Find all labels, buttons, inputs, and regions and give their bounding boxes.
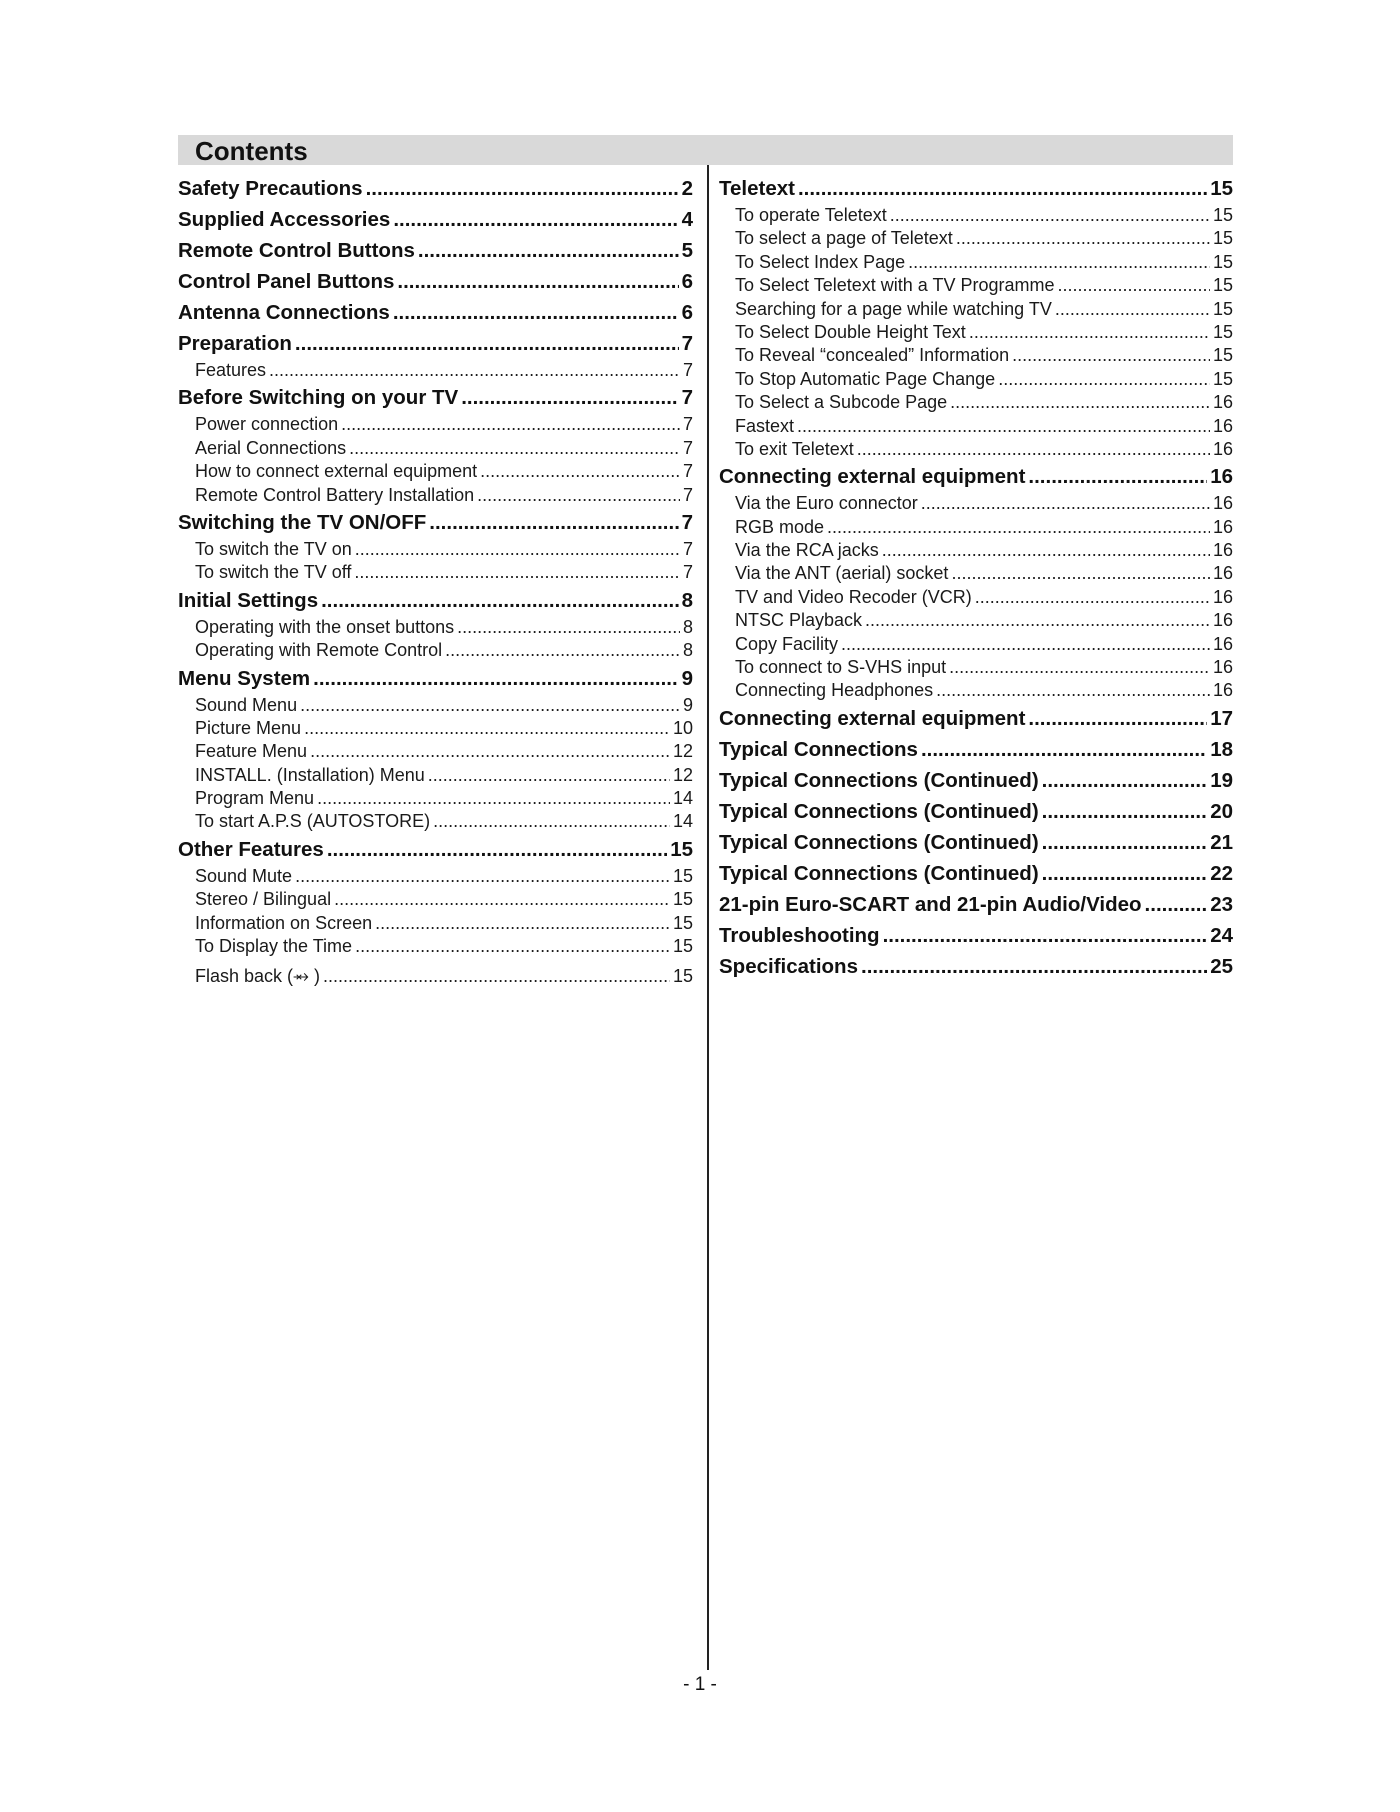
toc-page-number: 15	[1212, 321, 1233, 342]
toc-page-number: 16	[1212, 563, 1233, 584]
toc-entry-title: To connect to S-VHS input	[735, 657, 947, 678]
toc-subsection-flash-back	[178, 965, 693, 988]
dot-leader	[1055, 298, 1210, 321]
toc-section-other-features	[178, 834, 693, 865]
toc-entry-title: Initial Settings	[178, 588, 319, 612]
dot-leader	[366, 173, 679, 204]
toc-subsection-to-operate-teletext	[719, 204, 1233, 227]
toc-subsection-remote-control-battery-installation	[178, 484, 693, 507]
toc-right-column	[719, 173, 1233, 982]
toc-entry-title: To Stop Automatic Page Change	[735, 368, 996, 389]
toc-page-number: 15	[1212, 345, 1233, 366]
dot-leader	[908, 251, 1210, 274]
toc-section-initial-settings	[178, 585, 693, 616]
dot-leader	[433, 810, 670, 833]
flashback-icon: ⥇	[293, 965, 310, 988]
toc-entry-title: Copy Facility	[735, 633, 839, 654]
toc-entry-title: Remote Control Battery Installation	[195, 484, 475, 505]
dot-leader	[321, 585, 678, 616]
toc-entry-title: To Select Teletext with a TV Programme	[735, 275, 1055, 296]
dot-leader	[317, 787, 670, 810]
toc-subsection-to-start-a-p-s-autostore	[178, 810, 693, 833]
toc-subsection-to-connect-to-s-vhs-input	[719, 656, 1233, 679]
dot-leader	[477, 484, 680, 507]
toc-page-number: 10	[672, 717, 693, 738]
contents-header-bar	[178, 135, 1233, 165]
dot-leader	[341, 413, 680, 436]
toc-section-menu-system	[178, 663, 693, 694]
toc-page-number: 2	[681, 177, 693, 200]
toc-entry-title: Preparation	[178, 332, 292, 355]
toc-page-number: 7	[682, 461, 693, 482]
toc-page-number: 15	[1212, 228, 1233, 249]
toc-page-number: 16	[1212, 633, 1233, 654]
dot-leader	[798, 173, 1207, 204]
toc-entry-title: TV and Video Recoder (VCR)	[735, 586, 972, 607]
toc-subsection-via-the-rca-jacks	[719, 539, 1233, 562]
toc-page-number: 12	[672, 764, 693, 785]
dot-leader	[480, 460, 680, 483]
toc-subsection-searching-for-a-page-while-watching-tv	[719, 298, 1233, 321]
toc-entry-title: Antenna Connections	[178, 301, 390, 324]
toc-entry-title: Feature Menu	[195, 741, 308, 762]
dot-leader	[313, 663, 678, 694]
toc-subsection-to-select-double-height-text	[719, 321, 1233, 344]
dot-leader	[827, 516, 1210, 539]
toc-entry-title: To switch the TV on	[195, 538, 352, 559]
toc-page-number: 9	[681, 666, 693, 690]
toc-entry-title: Via the RCA jacks	[735, 540, 879, 561]
toc-entry-title: To select a page of Teletext	[735, 228, 953, 249]
toc-entry-title: Connecting external equipment	[719, 465, 1026, 489]
toc-entry-title: Typical Connections (Continued)	[719, 830, 1039, 854]
toc-subsection-sound-menu	[178, 694, 693, 717]
toc-left-column	[178, 173, 693, 989]
dot-leader	[1145, 889, 1208, 920]
toc-subsection-features	[178, 359, 693, 382]
toc-entry-title: To exit Teletext	[735, 438, 854, 459]
dot-leader	[890, 204, 1210, 227]
toc-entry-title: Operating with Remote Control	[195, 640, 443, 661]
dot-leader	[355, 538, 680, 561]
toc-page-number: 16	[1212, 516, 1233, 537]
toc-page-number: 16	[1212, 493, 1233, 514]
toc-subsection-copy-facility	[719, 633, 1233, 656]
toc-page-number: 15	[672, 889, 693, 910]
toc-page-number: 16	[1212, 586, 1233, 607]
dot-leader	[921, 734, 1207, 765]
toc-page-number: 15	[672, 966, 693, 987]
toc-page-number: 15	[1212, 205, 1233, 225]
toc-section-typical-connections-continued	[719, 858, 1233, 889]
toc-subsection-tv-and-video-recoder-vcr	[719, 586, 1233, 609]
toc-page-number: 16	[1212, 438, 1233, 459]
toc-subsection-to-select-teletext-with-a-tv-programme	[719, 274, 1233, 297]
toc-entry-title: Sound Mute	[195, 865, 293, 886]
dot-leader	[393, 297, 679, 328]
toc-subsection-to-reveal-concealed-information	[719, 344, 1233, 367]
toc-page-number: 18	[1210, 737, 1233, 761]
toc-subsection-to-stop-automatic-page-change	[719, 368, 1233, 391]
toc-entry-title: Specifications	[719, 954, 858, 978]
dot-leader	[300, 694, 680, 717]
dot-leader	[355, 935, 670, 958]
dot-leader	[1028, 703, 1207, 734]
toc-section-troubleshooting	[719, 920, 1233, 951]
toc-page-number: 21	[1210, 830, 1233, 854]
toc-page-number: 19	[1210, 768, 1233, 792]
toc-section-preparation	[178, 328, 693, 359]
dot-leader	[295, 328, 679, 359]
toc-page-number: 16	[1212, 610, 1233, 631]
dot-leader	[1012, 344, 1210, 367]
toc-entry-title: Picture Menu	[195, 717, 302, 738]
dot-leader	[969, 321, 1210, 344]
dot-leader	[429, 507, 678, 538]
toc-entry-title: Remote Control Buttons	[178, 239, 415, 262]
toc-page-number: 5	[681, 239, 693, 262]
toc-section-before-switching-on-your-tv	[178, 382, 693, 413]
toc-page-number: 8	[681, 588, 693, 612]
toc-page-number: 8	[682, 616, 693, 637]
toc-page-number: 7	[682, 360, 693, 380]
toc-entry-title: Menu System	[178, 666, 311, 690]
dot-leader	[949, 656, 1210, 679]
toc-entry-title	[195, 965, 320, 988]
dot-leader	[428, 764, 670, 787]
dot-leader	[975, 586, 1210, 609]
toc-entry-title: Safety Precautions	[178, 177, 363, 200]
dot-leader	[269, 359, 680, 382]
dot-leader	[950, 391, 1210, 414]
toc-page-number: 15	[1212, 368, 1233, 389]
dot-leader	[1042, 827, 1208, 858]
dot-leader	[921, 492, 1210, 515]
toc-entry-title: Troubleshooting	[719, 923, 880, 947]
toc-section-typical-connections-continued	[719, 765, 1233, 796]
toc-entry-title: Sound Menu	[195, 694, 298, 715]
toc-page-number: 15	[670, 837, 693, 861]
toc-page-number: 16	[1212, 415, 1233, 436]
toc-page-number: 8	[682, 640, 693, 661]
toc-page-number: 15	[1212, 298, 1233, 319]
toc-entry-title: Features	[195, 360, 267, 380]
dot-leader	[865, 609, 1210, 632]
toc-page-number: 20	[1210, 799, 1233, 823]
dot-leader	[1028, 461, 1207, 492]
toc-page-number: 24	[1210, 923, 1233, 947]
toc-entry-title: To switch the TV off	[195, 562, 352, 583]
toc-subsection-program-menu	[178, 787, 693, 810]
toc-subsection-install-installation-menu	[178, 764, 693, 787]
toc-section-safety-precautions	[178, 173, 693, 204]
toc-entry-title: Connecting external equipment	[719, 706, 1026, 730]
dot-leader	[936, 679, 1210, 702]
toc-section-typical-connections-continued	[719, 796, 1233, 827]
dot-leader	[304, 717, 670, 740]
toc-section-teletext	[719, 173, 1233, 204]
toc-page-number: 4	[681, 208, 693, 231]
toc-entry-title: Via the ANT (aerial) socket	[735, 563, 949, 584]
dot-leader	[841, 633, 1210, 656]
page-number: - 1 -	[683, 1674, 717, 1695]
toc-subsection-via-the-ant-aerial-socket	[719, 562, 1233, 585]
toc-page-number: 15	[672, 936, 693, 957]
toc-subsection-feature-menu	[178, 740, 693, 763]
toc-entry-title: To operate Teletext	[735, 205, 887, 225]
toc-section-connecting-external-equipment	[719, 703, 1233, 734]
toc-subsection-operating-with-remote-control	[178, 639, 693, 662]
toc-page-number: 16	[1210, 465, 1233, 489]
toc-subsection-information-on-screen	[178, 912, 693, 935]
toc-subsection-aerial-connections	[178, 437, 693, 460]
toc-page-number: 6	[681, 270, 693, 293]
toc-page-number: 7	[682, 414, 693, 435]
toc-page-number: 9	[682, 694, 693, 715]
toc-entry-title: Before Switching on your TV	[178, 386, 459, 410]
page-title: Contents	[195, 136, 308, 166]
toc-entry-title: NTSC Playback	[735, 610, 863, 631]
dot-leader	[334, 888, 670, 911]
dot-leader	[1042, 796, 1208, 827]
toc-section-control-panel-buttons	[178, 266, 693, 297]
toc-subsection-stereo-bilingual	[178, 888, 693, 911]
toc-page-number: 14	[672, 788, 693, 809]
toc-entry-title: 21-pin Euro-SCART and 21-pin Audio/Video	[719, 892, 1142, 916]
toc-entry-title: Program Menu	[195, 788, 315, 809]
toc-entry-title: Connecting Headphones	[735, 680, 934, 701]
toc-section-connecting-external-equipment	[719, 461, 1233, 492]
toc-entry-title: Searching for a page while watching TV	[735, 298, 1052, 319]
toc-entry-title: Aerial Connections	[195, 437, 347, 458]
toc-page-number: 15	[672, 912, 693, 933]
toc-subsection-to-switch-the-tv-off	[178, 561, 693, 584]
toc-page-number: 7	[681, 510, 693, 534]
toc-entry-title: Supplied Accessories	[178, 208, 391, 231]
dot-leader	[883, 920, 1208, 951]
toc-entry-title: Operating with the onset buttons	[195, 616, 455, 637]
dot-leader	[461, 382, 678, 413]
toc-subsection-picture-menu	[178, 717, 693, 740]
toc-entry-title: RGB mode	[735, 516, 825, 537]
toc-subsection-ntsc-playback	[719, 609, 1233, 632]
dot-leader	[956, 227, 1210, 250]
toc-section-antenna-connections	[178, 297, 693, 328]
dot-leader	[295, 865, 670, 888]
toc-entry-title: Typical Connections (Continued)	[719, 799, 1039, 823]
toc-page-number: 12	[672, 741, 693, 762]
toc-page-number: 6	[681, 301, 693, 324]
toc-page-number: 16	[1212, 540, 1233, 561]
toc-entry-title: Information on Screen	[195, 912, 373, 933]
dot-leader	[457, 616, 680, 639]
toc-section-supplied-accessories	[178, 204, 693, 235]
dot-leader	[397, 266, 678, 297]
toc-section-remote-control-buttons	[178, 235, 693, 266]
toc-entry-title: Typical Connections (Continued)	[719, 861, 1039, 885]
dot-leader	[393, 204, 678, 235]
dot-leader	[1057, 274, 1209, 297]
toc-entry-title: Via the Euro connector	[735, 493, 918, 514]
toc-subsection-to-display-the-time	[178, 935, 693, 958]
toc-subsection-fastext	[719, 415, 1233, 438]
toc-page-number: 7	[681, 332, 693, 355]
column-divider	[707, 165, 709, 1670]
toc-subsection-power-connection	[178, 413, 693, 436]
toc-page-number: 15	[1212, 251, 1233, 272]
toc-page-number: 7	[682, 484, 693, 505]
dot-leader	[861, 951, 1207, 982]
toc-entry-title-start: Flash back (	[195, 966, 294, 987]
toc-entry-title: Switching the TV ON/OFF	[178, 510, 427, 534]
toc-entry-title: Control Panel Buttons	[178, 270, 395, 293]
toc-page-number: 15	[1210, 177, 1233, 200]
toc-entry-title: To Select a Subcode Page	[735, 392, 948, 413]
toc-subsection-via-the-euro-connector	[719, 492, 1233, 515]
toc-section-specifications	[719, 951, 1233, 982]
dot-leader	[418, 235, 679, 266]
toc-subsection-operating-with-the-onset-buttons	[178, 616, 693, 639]
toc-page-number: 23	[1210, 892, 1233, 916]
dot-leader	[349, 437, 680, 460]
toc-entry-title: Power connection	[195, 414, 339, 435]
toc-section-typical-connections-continued	[719, 827, 1233, 858]
dot-leader	[998, 368, 1210, 391]
toc-entry-title: To Display the Time	[195, 936, 353, 957]
dot-leader	[445, 639, 680, 662]
dot-leader	[327, 834, 667, 865]
toc-subsection-to-select-a-subcode-page	[719, 391, 1233, 414]
toc-page-number: 22	[1210, 861, 1233, 885]
toc-entry-title: How to connect external equipment	[195, 461, 478, 482]
toc-page-number: 7	[682, 437, 693, 458]
toc-subsection-to-select-index-page	[719, 251, 1233, 274]
toc-entry-title: Teletext	[719, 177, 795, 200]
toc-entry-title: To start A.P.S (AUTOSTORE)	[195, 811, 431, 832]
toc-entry-title: INSTALL. (Installation) Menu	[195, 764, 425, 785]
dot-leader	[375, 912, 670, 935]
toc-page-number: 7	[682, 562, 693, 583]
toc-page-number: 25	[1210, 954, 1233, 978]
dot-leader	[1042, 765, 1208, 796]
toc-page-number: 16	[1212, 657, 1233, 678]
toc-entry-title: Stereo / Bilingual	[195, 889, 332, 910]
toc-entry-title: Typical Connections (Continued)	[719, 768, 1039, 792]
dot-leader	[951, 562, 1210, 585]
dot-leader	[857, 438, 1210, 461]
toc-subsection-connecting-headphones	[719, 679, 1233, 702]
toc-section-21-pin-euro-scart-and-21-pin-audio-video	[719, 889, 1233, 920]
dot-leader	[323, 965, 670, 988]
dot-leader	[310, 740, 670, 763]
toc-entry-title: Typical Connections	[719, 737, 918, 761]
toc-page-number: 7	[682, 538, 693, 559]
toc-page-number: 16	[1212, 680, 1233, 701]
toc-entry-title: To Reveal “concealed” Information	[735, 345, 1010, 366]
toc-subsection-how-to-connect-external-equipment	[178, 460, 693, 483]
toc-page-number: 16	[1212, 392, 1233, 413]
toc-subsection-sound-mute	[178, 865, 693, 888]
toc-page-number: 15	[672, 865, 693, 886]
dot-leader	[797, 415, 1210, 438]
toc-page-number: 14	[672, 811, 693, 832]
toc-subsection-rgb-mode	[719, 516, 1233, 539]
toc-page-number: 17	[1210, 706, 1233, 730]
dot-leader	[1042, 858, 1208, 889]
toc-entry-title: To Select Index Page	[735, 251, 906, 272]
toc-page-number: 15	[1212, 275, 1233, 296]
dot-leader	[354, 561, 680, 584]
toc-entry-title: To Select Double Height Text	[735, 321, 966, 342]
dot-leader	[882, 539, 1210, 562]
toc-entry-title: Fastext	[735, 415, 795, 436]
toc-section-typical-connections	[719, 734, 1233, 765]
toc-subsection-to-select-a-page-of-teletext	[719, 227, 1233, 250]
toc-entry-title: Other Features	[178, 837, 324, 861]
toc-subsection-to-exit-teletext	[719, 438, 1233, 461]
toc-entry-title-end: )	[309, 966, 321, 987]
toc-subsection-to-switch-the-tv-on	[178, 538, 693, 561]
toc-page-number: 7	[681, 386, 693, 410]
toc-section-switching-the-tv-on-off	[178, 507, 693, 538]
